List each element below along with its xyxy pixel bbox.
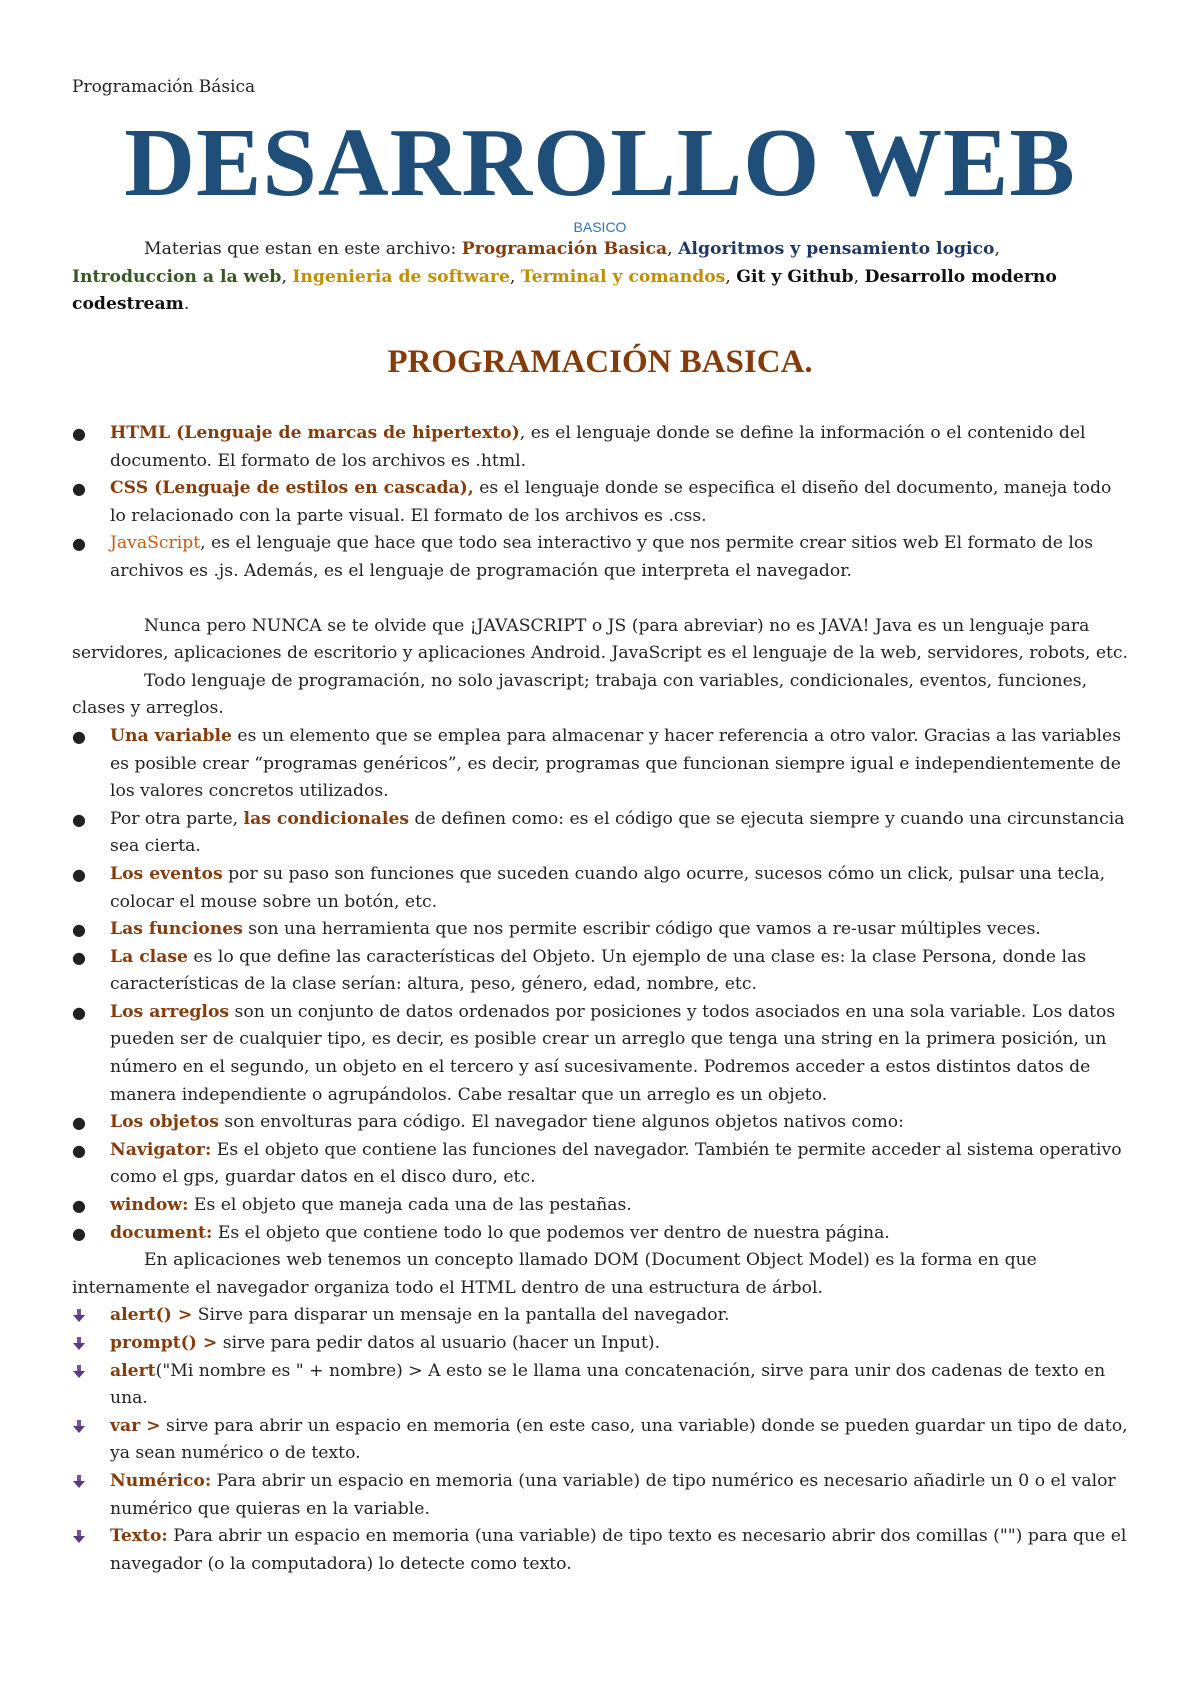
arrow-bullet-icon bbox=[72, 1337, 86, 1351]
arrow-bullet-icon bbox=[72, 1420, 86, 1434]
materia-ingenieria: Ingenieria de software bbox=[292, 266, 510, 287]
term-texto: Texto: bbox=[110, 1526, 168, 1547]
materia-terminal: Terminal y comandos bbox=[520, 266, 726, 287]
materia-codestream: Desarrollo moderno codestream bbox=[72, 266, 1057, 315]
list-item bbox=[72, 530, 1130, 585]
bullet-icon: ● bbox=[72, 726, 86, 746]
item-text: sirve para abrir un espacio en memoria (en este caso, una variable) donde se pueden guardar un tipo de dato, ya sean numérico o de texto. bbox=[110, 1415, 1128, 1464]
concepts-list bbox=[72, 723, 1130, 1247]
term-funciones: Las funciones bbox=[110, 919, 243, 940]
list-item bbox=[72, 944, 1130, 999]
materia-algoritmos: Algoritmos y pensamiento logico bbox=[678, 239, 995, 259]
term-alert: alert() > bbox=[110, 1305, 193, 1326]
paragraph-javascript-note: Nunca pero NUNCA se te olvide que ¡JAVASCRIPT o JS (para abreviar) no es JAVA! Java es un lenguaje para servidores, aplicaciones de escritorio y aplicaciones Android. JavaScript es el lenguaje de la web, servidores, robots, etc. bbox=[72, 615, 1128, 664]
list-item bbox=[72, 1302, 1130, 1330]
term-window: window: bbox=[110, 1195, 189, 1216]
item-text: ("Mi nombre es " + nombre) > A esto se le llama una concatenación, sirve para unir dos cadenas de texto en una. bbox=[110, 1360, 1106, 1409]
separator: , bbox=[509, 266, 521, 287]
item-text: por su paso son funciones que suceden cuando algo ocurre, sucesos cómo un click, pulsar una tecla, colocar el mouse sobre un botón, etc. bbox=[110, 863, 1106, 912]
bullet-icon: ● bbox=[72, 1113, 86, 1133]
list-item bbox=[72, 1413, 1130, 1468]
bullet-icon: ● bbox=[72, 947, 86, 967]
term-condicionales: las condicionales bbox=[243, 808, 410, 829]
item-text: es el lenguaje donde se especifica el diseño del documento, maneja todo lo relacionado con la parte visual. El formato de los archivos es .css. bbox=[110, 478, 1112, 526]
list-item bbox=[72, 999, 1130, 1109]
item-text: sirve para pedir datos al usuario (hacer un Input). bbox=[217, 1333, 661, 1353]
document-title: DESARROLLO WEB bbox=[124, 109, 1076, 217]
separator: , bbox=[667, 239, 679, 259]
term-javascript: JavaScript bbox=[110, 533, 201, 554]
bullet-icon: ● bbox=[72, 1196, 86, 1216]
item-text: Para abrir un espacio en memoria (una variable) de tipo numérico es necesario añadirle un 0 o el valor numérico que quieras en la variable. bbox=[110, 1470, 1116, 1519]
list-item bbox=[72, 1468, 1130, 1523]
methods-list bbox=[72, 1302, 1130, 1578]
term-var: var > bbox=[110, 1415, 161, 1436]
header-label: Programación Básica bbox=[72, 77, 256, 97]
arrow-bullet-icon bbox=[72, 1309, 86, 1323]
separator: , bbox=[281, 266, 293, 287]
term-arreglos: Los arreglos bbox=[110, 1001, 230, 1022]
term-objetos: Los objetos bbox=[110, 1112, 219, 1133]
separator: , bbox=[994, 239, 1000, 259]
item-text: Es el objeto que maneja cada una de las pestañas. bbox=[188, 1195, 632, 1216]
spacer bbox=[72, 586, 1130, 613]
separator: , bbox=[725, 266, 737, 287]
term-clase: La clase bbox=[110, 946, 188, 967]
term-eventos: Los eventos bbox=[110, 863, 223, 884]
arrow-bullet-icon bbox=[72, 1530, 86, 1544]
list-item bbox=[72, 1192, 1130, 1220]
item-text: son envolturas para código. El navegador tiene algunos objetos nativos como: bbox=[218, 1112, 904, 1133]
bullet-icon: ● bbox=[72, 1140, 86, 1160]
bullet-icon: ● bbox=[72, 479, 86, 499]
materia-git: Git y Github bbox=[736, 266, 854, 287]
item-text: Es el objeto que contiene las funciones del navegador. También te permite acceder al sistema operativo como el gps, guardar datos en el disco duro, etc. bbox=[110, 1139, 1122, 1188]
item-text: de definen como: es el código que se ejecuta siempre y cuando una circunstancia sea cierta. bbox=[110, 808, 1125, 857]
language-list bbox=[72, 420, 1130, 586]
list-item bbox=[72, 916, 1130, 944]
item-text: son una herramienta que nos permite escribir código que vamos a re-usar múltiples veces. bbox=[242, 919, 1041, 940]
bullet-icon: ● bbox=[72, 920, 86, 940]
document-subtitle: BASICO bbox=[573, 219, 627, 235]
item-text: Sirve para disparar un mensaje en la pantalla del navegador. bbox=[192, 1305, 730, 1326]
bullet-icon: ● bbox=[72, 424, 86, 443]
separator: , bbox=[853, 266, 865, 287]
term-variable: Una variable bbox=[110, 725, 232, 746]
document-body bbox=[72, 420, 1130, 1578]
item-text: es un elemento que se emplea para almacenar y hacer referencia a otro valor. Gracias a las variables es posible crear “programas genéricos”, es decir, programas que funcionan siempre igual e independientemente de los valores concretos utilizados. bbox=[110, 725, 1122, 802]
list-item bbox=[72, 861, 1130, 916]
bullet-icon: ● bbox=[72, 809, 86, 829]
materias-intro: Materias que estan en este archivo: bbox=[144, 239, 462, 259]
item-text: son un conjunto de datos ordenados por posiciones y todos asociados en una sola variable. Los datos pueden ser de cualquier tipo, es decir, es posible crear un arreglo que tenga una string en la primera posición, un número en el segundo, un objeto en el tercero y así sucesivamente. Podremos acceder a estos distintos datos de manera independiente o agrupándolos. Cabe resaltar que un arreglo es un objeto. bbox=[110, 1001, 1116, 1105]
paragraph-dom: En aplicaciones web tenemos un concepto llamado DOM (Document Object Model) es la forma en que internamente el navegador organiza todo el HTML dentro de una estructura de árbol. bbox=[72, 1250, 1037, 1298]
bullet-icon: ● bbox=[72, 1223, 86, 1243]
term-numerico: Numérico: bbox=[110, 1470, 212, 1491]
paragraph-concepts: Todo lenguaje de programación, no solo javascript; trabaja con variables, condicionales, eventos, funciones, clases y arreglos. bbox=[72, 670, 1088, 719]
term-navigator: Navigator: bbox=[110, 1139, 212, 1160]
list-item bbox=[72, 1220, 1130, 1248]
bullet-icon: ● bbox=[72, 534, 86, 554]
term-document: document: bbox=[110, 1222, 213, 1243]
term-alert-concat: alert bbox=[110, 1360, 156, 1381]
materia-programacion: Programación Basica bbox=[461, 239, 668, 259]
term-prompt: prompt() > bbox=[110, 1333, 218, 1353]
item-text: Es el objeto que contiene todo lo que podemos ver dentro de nuestra página. bbox=[212, 1222, 890, 1243]
list-item bbox=[72, 420, 1130, 475]
item-prefix: Por otra parte, bbox=[110, 808, 244, 829]
list-item bbox=[72, 806, 1130, 861]
item-text: Para abrir un espacio en memoria (una variable) de tipo texto es necesario abrir dos comillas ("") para que el navegador (o la computadora) lo detecte como texto. bbox=[110, 1526, 1127, 1574]
item-text: , es el lenguaje que hace que todo sea interactivo y que nos permite crear sitios web El formato de los archivos es .js. Además, es el lenguaje de programación que interpreta el navegador. bbox=[110, 533, 1094, 581]
materia-introduccion-web: Introduccion a la web bbox=[72, 266, 282, 287]
list-item bbox=[72, 475, 1130, 530]
list-item bbox=[72, 1137, 1130, 1192]
list-item bbox=[72, 1358, 1130, 1413]
section-title: PROGRAMACIÓN BASICA. bbox=[387, 344, 813, 380]
term-html: HTML (Lenguaje de marcas de hipertexto) bbox=[110, 423, 520, 443]
bullet-icon: ● bbox=[72, 864, 86, 884]
list-item bbox=[72, 723, 1130, 806]
separator: . bbox=[183, 294, 190, 315]
bullet-icon: ● bbox=[72, 1002, 86, 1022]
materias-paragraph bbox=[72, 236, 1130, 319]
arrow-bullet-icon bbox=[72, 1365, 86, 1379]
item-text: , es el lenguaje donde se define la información o el contenido del documento. El formato de los archivos es .html. bbox=[110, 423, 1086, 471]
arrow-bullet-icon bbox=[72, 1475, 86, 1489]
term-css: CSS (Lenguaje de estilos en cascada), bbox=[110, 478, 474, 499]
list-item bbox=[72, 1109, 1130, 1137]
item-text: es lo que define las características del Objeto. Un ejemplo de una clase es: la clase Persona, donde las características de la clase serían: altura, peso, género, edad, nombre, etc. bbox=[110, 946, 1087, 995]
list-item bbox=[72, 1523, 1130, 1578]
list-item bbox=[72, 1330, 1130, 1358]
